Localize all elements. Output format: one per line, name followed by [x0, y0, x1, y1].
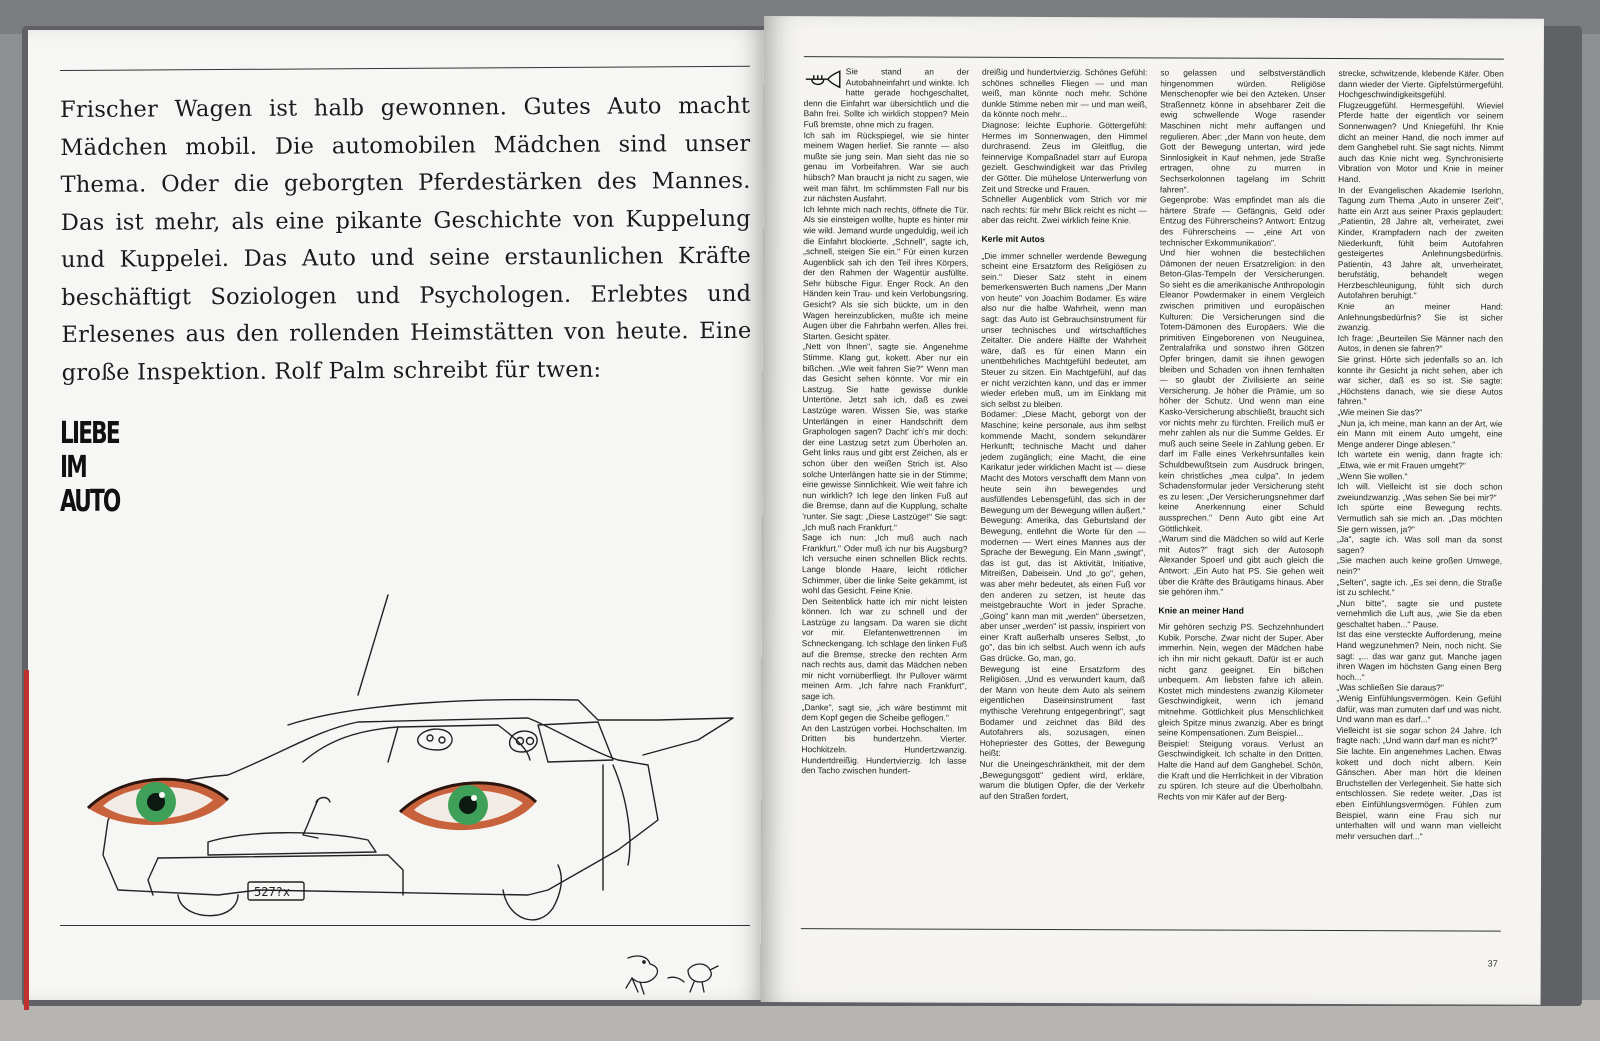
- article-paragraph: Sie grinst. Hörte sich jedenfalls so an. Ich konnte ihr Gesicht ja nicht sehen, aber ich war sicher, daß es so ist. Sie sagte: „Höchstens danach, wie sie diese Autos fahren.": [1337, 354, 1503, 407]
- article-paragraph: „Die immer schneller werdende Bewegung scheint eine Ersatzform des Religiösen zu sein." Dieser Satz steht in einem bemerkenswerten Buch namens „Der Mann von heute" von Joachim Bodamer. Es wäre also nur die halbe Wahrheit, wenn man sagt: das Auto ist Gebrauchsinstrument für unser technisches und wirtschaftliches Zeitalter. Die andere Hälfte der Wahrheit wäre, daß es für einen Mann ein unentbehrliches Machtgefühl bedeutet, am Steuer zu sitzen. Ein Machtgefühl, auf das er nicht verzichten kann, und das er immer wieder erleben muß, um im Einklang mit sich selbst zu bleiben.: [980, 250, 1147, 409]
- intro-paragraph: Frischer Wagen ist halb gewonnen. Gutes Auto macht Mädchen mobil. Die automobilen Mädchen sind unser Thema. Oder die geborgten Pferdestärken des Mannes. Das ist mehr, als eine pikante Geschichte von Kuppelung und Kuppelei. Das Auto und seine erstaunlichen Kräfte beschäftigt Soziologen und Psychologen. Erlebtes und Erlesenes aus den rollenden Heimstätten von heute. Eine große Inspektion. Rolf Palm schreibt für twen:: [60, 92, 752, 386]
- background-table: [0, 1000, 1600, 1041]
- article-paragraph: Sage ich nun: „Ich muß auch nach Frankfurt." Oder muß ich nur bis Augsburg? Ich versuche einen schnellen Blick rechts. Lange blonde Haare, leicht rötlicher Schimmer, über die linke Seite gekämmt, ist wohl das Gesicht. Feine Knie.: [801, 532, 968, 596]
- section-heading: Knie an meiner Hand: [1158, 605, 1244, 616]
- article-paragraph: so gelassen und selbstverständlich hingenommen würden. Religiöse Menschenopfer wie bei den Azteken. Unser Straßennetz könne in absehbarer Zeit die ewig schwellende Woge rasender Maschinen nicht mehr auffangen und regulieren. Aber: „der Mann von heute, dem Gott der Bewegung untertan, wird jede Sinnlosigkeit in Kauf nehmen, jede Straße ertragen, ohne zu murren in Sechserkolonnen tagelang im Schritt fahren".: [1159, 67, 1326, 195]
- article-paragraph: Ich sah im Rückspiegel, wie sie hinter meinem Wagen herlief. Sie rannte — also mußte sie jung sein. Man sieht das nie so genau im Vorbeifahren. War sie auch hübsch? Man braucht ja nicht zu sagen, wie weit man fährt. Im schlimmsten Fall nur bis zur nächsten Ausfahrt.: [803, 129, 969, 204]
- top-rule-right: [804, 56, 1504, 59]
- page-edge-red: [24, 670, 29, 1010]
- headline-line-1: LIEBE: [60, 416, 119, 451]
- article-paragraph: „Wenn Sie wollen.": [1337, 470, 1408, 481]
- birds-doodle: [618, 948, 728, 998]
- article-paragraph: „Wie meinen Sie das?": [1337, 407, 1423, 418]
- bottom-rule: [60, 925, 750, 926]
- article-paragraph: Bewegung: Amerika, das Geburtsland der Bewegung, entlehnt die Worte für den — modernen — Wert eines Mannes aus der Sprache der Bewegung. Ein Mann „swingt", das ist gut, das ist Aktivität, Initiative, Mitreißen, Dabeisein. Und „to go", gehen, was aber mehr bedeutet, als einen Fuß vor den anderen zu setzen, ist heute das meistgebrauchte Wort in jeder Sprache. „Going" kann man mit „werden" übersetzen, aber unser „werden" ist passiv, inspiriert von einer Kraft außerhalb unseres Selbst, „to go", das bin ich selbst. Auch wenn ich aufs Gas drücke. Go, man, go.: [979, 515, 1146, 664]
- article-paragraph: dreißig und hundertvierzig. Schönes Gefühl: schönes schnelles Fliegen — und man weiß, man könnte noch mehr. Schöne dunkle Stimme neben mir — und man weiß, da könnte noch mehr...: [981, 66, 1148, 120]
- headline-line-3: AUTO: [60, 484, 120, 519]
- article-column-2: [979, 67, 1147, 926]
- article-paragraph: „Sie machen auch keine großen Umwege, nein?": [1336, 555, 1503, 576]
- article-paragraph: An den Lastzügen vorbei. Hochschalten. Im Dritten bis hundertzehn. Vierter. Hochkitzeln. Hundertzwanzig. Hundertdreißig. Hundertvierzig. Ich lasse den Tacho zwischen hundert-: [801, 722, 967, 776]
- left-page: [28, 30, 764, 1000]
- article-paragraph: Bodamer: „Diese Macht, geborgt von der Maschine; keine personale, aus ihm selbst kommende Macht, sondern sekundärer Herkunft; technische Macht und daher jedem zugänglich; eine Macht, die eine Karikatur jeder wirklichen Macht ist — diese Macht des Motors verschafft dem Mann von heute sein ihn bewegendes und ausfüllendes Lebensgefühl, das sich in der Bewegung um der Bewegung willen äußert.": [980, 409, 1147, 516]
- article-columns: [801, 66, 1504, 926]
- article-paragraph: Ich will. Vielleicht ist sie doch schon zweiundzwanzig. „Was sehen Sie bei mir?": [1337, 481, 1503, 503]
- top-rule: [60, 66, 750, 71]
- article-paragraph: Diagnose: leichte Euphorie. Göttergefühl: Hermes im Sonnenwagen, den Himmel durchrasend. Zeus im Gleitflug, die feinnervige Kompaßnadel starr auf Europa gezielt. Geschwindigkeit war das Privileg der Götter. Die mühelose Unterwerfung von Zeit und Strecke und Frauen.: [981, 119, 1148, 194]
- article-paragraph: „Danke", sagt sie, „ich wäre bestimmt mit dem Kopf gegen die Scheibe geflogen.": [801, 701, 967, 723]
- right-headlight-eye: [400, 783, 536, 830]
- article-paragraph: Ich lehnte mich nach rechts, öffnete die Tür. Als sie einsteigen wollte, hupte es hinter mir wie wild. Jemand wurde ungeduldig, weil ich die Einfahrt blockierte. „Schnell", sagte ich, „schnell, steigen Sie ein." Für einen kurzen Augenblick sah ich den Teil ihres Körpers, der den Rahmen der Wagentür ausfüllte. Sehr hübsche Figur. Enger Rock. An den Händen kein Trau- und kein Verlobungsring. Gesicht? Als sie sich bückte, um in den Wagen hereinzublicken, mußte ich meine Augen über die Fahrbahn werfen. Alles frei. Starten. Gesicht später.: [802, 203, 969, 342]
- article-paragraph: Schneller Augenblick vom Strich vor mir nach rechts: für mehr Blick reicht es nicht — aber das reicht. Zwei wirklich feine Knie.: [981, 193, 1147, 226]
- article-paragraph: Ist das eine versteckte Aufforderung, meine Hand wegzunehmen? Nein, noch nicht. Sie sagt: „... das war ganz gut. Manche jagen ihren Wagen im höchsten Gang einen Berg hoch...": [1336, 629, 1502, 682]
- car-illustration: [58, 590, 748, 930]
- headline-line-2: IM: [60, 450, 86, 485]
- article-paragraph: „Selten", sagte ich. „Es sei denn, die Straße ist zu schlecht.": [1336, 576, 1503, 598]
- article-paragraph: Sie lachte. Ein angenehmes Lachen. Etwas kokett und doch nicht albern. Kein Gänschen. Aber man hört die kleinen Bruchstellen der Verlegenheit. Sie hatte sich entschlossen. Sie redete weiter. „Das ist eben Einfühlungsvermögen. Fühlen zum Beispiel, wann eine Frau sich nur unterhalten will und wann man vielleicht mehr versuchen darf...": [1335, 746, 1502, 842]
- right-page: [761, 16, 1544, 1005]
- article-paragraph: strecke, schwitzende, klebende Käfer. Oben dann wieder der Vierte. Gipfelstürmergefühl. Hochgeschwindigkeitsgefühl. Flugzeuggefühl. Hermesgefühl. Wieviel Pferde hatte der eigentlich vor seinem Sonnenwagen? Und Kniegefühl. Ihr Knie dicht an meiner Hand, die noch immer auf dem Ganghebel ruht. Sie sagt nichts. Nimmt auch das Knie nicht weg. Synchronisierte Vibration von Motor und Knie in meiner Hand.: [1338, 68, 1504, 185]
- article-paragraph: Sie stand an der Autobahneinfahrt und winkte. Ich hatte gerade hochgeschaltet, denn die Einfahrt war übersichtlich und die Bahn frei. Sollte ich wirklich stoppen? Mein Fuß bremste, ohne mich zu fragen.: [803, 66, 970, 130]
- article-paragraph: Und hier wohnen die bestechlichen Dämonen der neuen Ersatzreligion: in den Beton-Glas-Tempeln der Versicherungen. So sieht es die amerikanische Anthropologin Eleanor Powdermaker in einem Vergleich zwischen primitiven und europäischen Kulturen: Die Versicherungen sind die Totem-Dämonen des Europäers. Wie die primitiven Eingeborenen von Neuguinea, Zentralafrika und sonstwo ihren Götzen Opfer bringen, damit sie ihnen gewogen bleiben und Schaden von ihnen fernhalten — so glaubt der Zivilisierte an seine Versicherung. Je höher die Prämie, um so höher der Schutz. Und wenn man eine Kasko-Versicherung abschließt, braucht sich vor nichts mehr zu fürchten. Freilich muß er mehr zahlen als nur die Summe Geldes. Er muß auch seine Seele in Zahlung geben. Er darf im Falle eines Verkehrsunfalles kein Schuldbewußtsein zum Ausdruck bringen, kein christliches „mea culpa". In jedem Schadensformular jeder Versicherung steht es zu lesen: „Der Versicherungsnehmer darf keine Anerkennung einer Schuld aussprechen." Denn Auto gibt eine Art Göttlichkeit.: [1158, 247, 1325, 534]
- article-column-1: [801, 66, 969, 925]
- article-paragraph: Den Seitenblick hatte ich mir nicht leisten können. Ich war zu schnell und der Lastzüge zu langsam. Da waren sie dicht vor mir. Elefantenwettrennen im Schneckengang. Ich schlage den linken Fuß auf die Bremse, strecke den rechten Arm nach rechts aus, damit das Mädchen neben mir nicht vornüberfliegt. Ihr Pullover wärmt meinen Arm. „Ich fahre nach Frankfurt", sage ich.: [801, 595, 968, 702]
- article-paragraph: In der Evangelischen Akademie Iserlohn, Tagung zum Thema „Auto in unserer Zeit", hatte ein Arzt aus seiner Praxis geplaudert: „Patientin, 28 Jahre alt, verheiratet, zwei Kinder, Krampfadern nach der zweiten Niederkunft, fühlt beim Autofahren gesteigertes Anlehnungsbedürfnis. Patientin, 43 Jahre alt, unverheiratet, berufstätig, behandelt wegen Herzbeschleunigung, fühlt sich durch Autofahren beruhigt.": [1337, 184, 1504, 301]
- article-paragraph: Knie an meiner Hand: Anlehnungsbedürfnis? Sie ist sicher zwanzig.: [1337, 301, 1504, 333]
- article-paragraph: Ich frage: „Beurteilen Sie Männer nach den Autos, in denen sie fahren?": [1337, 332, 1503, 354]
- article-paragraph: Nur die Uneingeschränktheit, mit der dem „Bewegungsgott" gedient wird, erkläre, warum die blutigen Opfer, die der Verkehr auf den Straßen fordert,: [979, 758, 1145, 801]
- article-column-3: [1157, 67, 1325, 926]
- article-paragraph: „Was schließen Sie daraus?": [1336, 682, 1444, 693]
- headline: [60, 417, 132, 519]
- article-paragraph: Beispiel: Steigung voraus. Verlust an Geschwindigkeit. Ich schalte in den Dritten. Halte die Hand auf dem Ganghebel. Schön, die Kraft und die Herrlichkeit in der Vibration zu spüren. Ich steure auf die Überholbahn. Rechts von mir Käfer auf der Berg-: [1157, 738, 1324, 802]
- article-paragraph: „Nett von Ihnen", sagte sie. Angenehme Stimme. Klang gut, kokett. Aber nur ein bißchen. „Wie weit fahren Sie?" Wenn man das Gesicht sehen könnte. Vor mir ein Lastzug. Sie hatte gewisse dunkle Untertöne. Jetzt sah ich, daß es zwei Lastzüge waren. Wissen Sie, was starke Unterlängen in einer Handschrift dem Graphologen sagen? Dacht' ich's mir doch: der eine Lastzug setzt zum Überholen an. Geht links raus und gibt erst Zeichen, als er schon über den weißen Strich ist. Also solche Unterlängen hatte sie in der Stimme; eine gewisse Sinnlichkeit. Wie weit fahre ich nun wirklich? Ich lege den linken Fuß auf die Bremse, dann auf die Kupplung, schalte 'runter. Sie sagt: „Diese Lastzüge!" Sie sagt: „Ich muß nach Frankfurt.": [802, 341, 969, 532]
- bottom-rule-right: [801, 928, 1501, 931]
- article-paragraph: Bewegung ist eine Ersatzform des Religiösen. „Und es verwundert kaum, daß der Mann von heute dem Auto als seinem eigentlichen Daseinsinstrument fast mythische Verehrung entgegenbringt", sagt Bodamer und zeichnet das Bild des Autofahrers als, sozusagen, einen Hohepriester des Gottes, der Bewegung heißt:: [979, 663, 1146, 759]
- article-paragraph: Gegenprobe: Was empfindet man als die härtere Strafe — Gefängnis, Geld oder Entzug des Führerscheins? Antwort: Entzug des Führerscheins — „eine Art von technischer Exkommunikation".: [1159, 194, 1326, 248]
- article-column-4: [1336, 68, 1504, 927]
- license-plate-text: 527?x: [254, 885, 291, 899]
- page-number: 37: [1487, 958, 1498, 969]
- trumpet-icon: [804, 68, 842, 90]
- article-paragraph: Vielleicht ist sie sogar schon 24 Jahre. Ich fragte nach: „Und wann darf man es nicht?": [1336, 724, 1502, 746]
- article-paragraph: Mir gehören sechzig PS. Sechzehnhundert Kubik. Porsche. Zwar nicht der Super. Aber immerhin. Nein, wegen der Mädchen habe ich ihn mir nicht gekauft. Dafür ist er auch nicht ganz geeignet. Ein bißchen unbequem. Am liebsten fahre ich allein. Kostet mich mindestens zwanzig Kilometer Geschwindigkeit, wenn ich jemand mitnehme. Göttlichkeit plus Menschlichkeit gleich Spitze minus zwanzig. Aber es bringt seine Kompensationen. Zum Beispiel...: [1157, 621, 1324, 739]
- article-paragraph: Ich spürte eine Bewegung rechts. Vermutlich sah sie mich an. „Das möchten Sie gern wissen, ja?": [1336, 502, 1503, 534]
- article-paragraph: „Nun ja, ich meine, man kann an der Art, wie ein Mann mit einem Auto umgeht, eine Menge anderer Dinge ablesen.": [1337, 417, 1503, 450]
- section-heading: Kerle mit Autos: [981, 233, 1045, 244]
- article-paragraph: „Warum sind die Mädchen so wild auf Kerle mit Autos?" fragt sich der Autosoph Alexander Spoerl und gibt auch gleich die Antwort: „Ein Auto hat PS. Sie gehen weit über die Kräfte des Bräutigams hinaus. Aber sie gehören ihm.": [1158, 533, 1324, 597]
- article-paragraph: Ich wartete ein wenig, dann fragte ich: „Etwa, wie er mit Frauen umgeht?": [1337, 449, 1503, 471]
- left-headlight-eye: [88, 779, 228, 825]
- article-paragraph: „Wenig Einfühlungsvermögen. Kein Gefühl dafür, was man zumuten darf und was nicht. Und wann man es darf...": [1336, 693, 1502, 725]
- article-paragraph: „Ja", sagte ich. Was soll man da sonst sagen?: [1336, 534, 1503, 555]
- article-paragraph: „Nun bitte", sagte sie und pustete vernehmlich die Luft aus, „wie Sie da eben geschaltet haben..." Pause.: [1336, 597, 1502, 630]
